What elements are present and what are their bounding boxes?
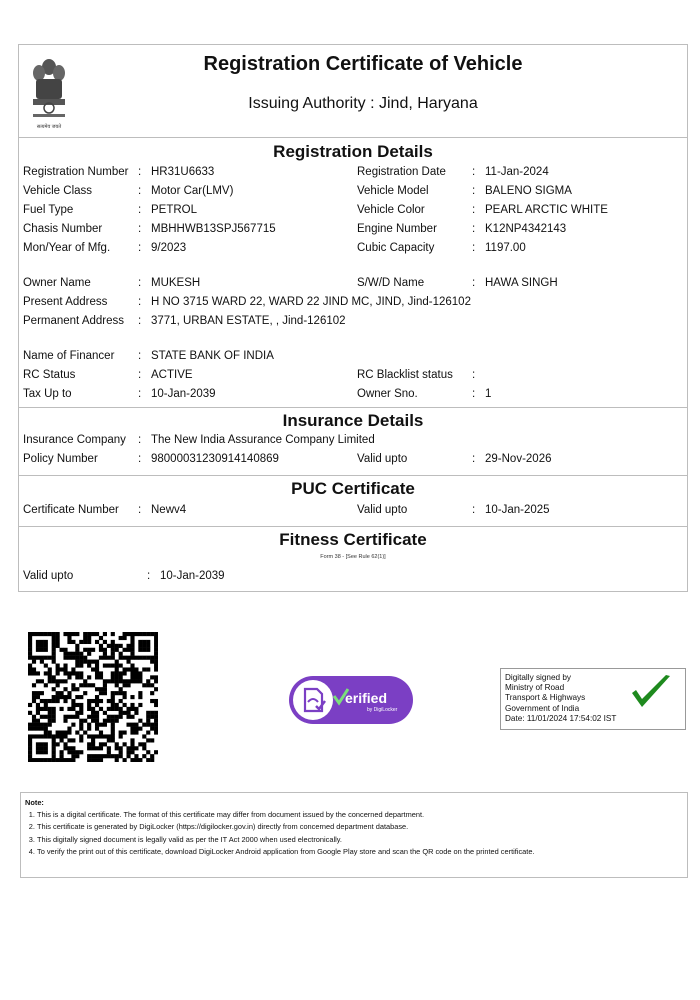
colon: : [138, 296, 142, 308]
field-value: 1197.00 [485, 242, 526, 254]
field-label: Registration Date [357, 166, 446, 178]
field-label: Fuel Type [23, 204, 74, 216]
registration-details-section [19, 138, 687, 407]
detail-row [19, 369, 687, 388]
checkmark-icon [629, 673, 673, 713]
field-label: Present Address [23, 296, 108, 308]
colon: : [138, 223, 142, 235]
certificate-title: Registration Certificate of Vehicle [203, 53, 523, 75]
field-label: Valid upto [23, 570, 74, 582]
note-item: 1. This is a digital certificate. The format of this certificate may differ from document issued by the concerned department. [37, 809, 683, 821]
field-label: Engine Number [357, 223, 437, 235]
registration-certificate [18, 44, 688, 592]
colon: : [472, 504, 476, 516]
field-value: 11-Jan-2024 [485, 166, 549, 178]
rc-status: ACTIVE [151, 369, 193, 381]
field-value: PEARL ARCTIC WHITE [485, 204, 608, 216]
detail-row [19, 296, 687, 315]
detail-row [19, 350, 687, 369]
field-label: RC Blacklist status [357, 369, 453, 381]
field-value: PETROL [151, 204, 198, 216]
field-value: HR31U6633 [151, 166, 215, 178]
field-label: Owner Name [23, 277, 91, 289]
fitness-certificate-section [19, 526, 687, 589]
colon: : [138, 434, 142, 446]
colon: : [472, 166, 476, 178]
colon: : [147, 570, 151, 582]
financer-name: STATE BANK OF INDIA [151, 350, 274, 362]
owner-sno: 1 [485, 388, 492, 400]
detail-row [19, 242, 687, 261]
present-address: H NO 3715 WARD 22, WARD 22 JIND MC, JIND, Jind-126102 [151, 296, 471, 308]
field-label: Vehicle Color [357, 204, 425, 216]
field-value: 9/2023 [151, 242, 187, 254]
colon: : [138, 185, 142, 197]
colon: : [138, 453, 142, 465]
insurance-details-section [19, 407, 687, 475]
colon: : [472, 242, 476, 254]
field-label: Vehicle Class [23, 185, 93, 197]
permanent-address: 3771, URBAN ESTATE, , Jind-126102 [151, 315, 346, 327]
field-value: K12NP4342143 [485, 223, 567, 235]
colon: : [138, 242, 142, 254]
owner-name: MUKESH [151, 277, 201, 289]
colon: : [138, 166, 142, 178]
detail-row [19, 388, 687, 407]
notes-title: Note: [25, 798, 44, 807]
field-label: Policy Number [23, 453, 98, 465]
note-item: 3. This digitally signed document is legally valid as per the IT Act 2000 when used electronically. [37, 834, 683, 846]
field-label: Registration Number [23, 166, 129, 178]
field-label: Vehicle Model [357, 185, 429, 197]
colon: : [472, 185, 476, 197]
detail-row [19, 453, 687, 475]
detail-row [19, 277, 687, 296]
policy-number: 98000031230914140869 [151, 453, 279, 465]
field-label: Valid upto [357, 504, 408, 516]
colon: : [138, 504, 142, 516]
detail-row [19, 223, 687, 242]
colon: : [472, 277, 476, 289]
insurance-details-heading: Insurance Details [282, 411, 424, 430]
detail-row [19, 185, 687, 204]
detail-row [19, 504, 687, 526]
swd-name: HAWA SINGH [485, 277, 558, 289]
field-label: Permanent Address [23, 315, 125, 327]
colon: : [138, 315, 142, 327]
colon: : [472, 369, 476, 381]
note-item: 2. This certificate is generated by DigiLocker (https://digilocker.gov.in) directly from concerned department database. [37, 821, 683, 833]
field-label: Cubic Capacity [357, 242, 435, 254]
form-note: Form 38 - [See Rule 62(1)] [320, 554, 386, 560]
detail-row [19, 570, 687, 589]
field-label: RC Status [23, 369, 76, 381]
verified-doc-icon [293, 680, 333, 720]
registration-details-heading: Registration Details [273, 142, 433, 161]
signature-line: Ministry of Road [505, 683, 565, 693]
note-item: 4. To verify the print out of this certificate, download DigiLocker Android application from Google Play store and scan the QR code on the printed certificate. [37, 846, 683, 858]
detail-row [19, 315, 687, 334]
colon: : [472, 223, 476, 235]
colon: : [472, 204, 476, 216]
fitness-valid-upto: 10-Jan-2039 [160, 570, 225, 582]
colon: : [472, 388, 476, 400]
colon: : [138, 388, 142, 400]
detail-row [19, 204, 687, 223]
field-label: Insurance Company [23, 434, 126, 446]
puc-certificate-number: Newv4 [151, 504, 187, 516]
tax-upto: 10-Jan-2039 [151, 388, 216, 400]
detail-row [19, 166, 687, 185]
notes-list [25, 809, 683, 858]
field-label: Mon/Year of Mfg. [23, 242, 111, 254]
insurance-company: The New India Assurance Company Limited [151, 434, 375, 446]
field-label: S/W/D Name [357, 277, 425, 289]
signature-line: Transport & Highways [505, 693, 586, 703]
digital-signature-box [500, 668, 686, 730]
digilocker-verified-badge [289, 676, 413, 724]
field-value: MBHHWB13SPJ567715 [151, 223, 276, 235]
puc-certificate-section [19, 475, 687, 526]
colon: : [138, 204, 142, 216]
field-value: BALENO SIGMA [485, 185, 572, 197]
certificate-header [19, 45, 687, 138]
field-label: Chasis Number [23, 223, 103, 235]
notes-box [20, 792, 688, 878]
field-label: Valid upto [357, 453, 408, 465]
issuing-authority: Issuing Authority : Jind, Haryana [248, 95, 478, 112]
field-label: Owner Sno. [357, 388, 418, 400]
detail-row [19, 434, 687, 453]
field-value: Motor Car(LMV) [151, 185, 234, 197]
field-label: Name of Financer [23, 350, 115, 362]
qr-code-icon [28, 632, 158, 762]
colon: : [472, 453, 476, 465]
puc-certificate-heading: PUC Certificate [291, 479, 415, 498]
signature-line: Government of India [505, 703, 580, 713]
emblem-motto: सत्यमेव जयते [36, 124, 62, 130]
puc-valid-upto: 10-Jan-2025 [485, 504, 550, 516]
colon: : [138, 350, 142, 362]
signature-line: Digitally signed by [505, 673, 571, 682]
field-label: Certificate Number [23, 504, 119, 516]
colon: : [138, 277, 142, 289]
signature-date: Date: 11/01/2024 17:54:02 IST [505, 713, 617, 723]
fitness-certificate-heading: Fitness Certificate [279, 530, 427, 549]
insurance-valid-upto: 29-Nov-2026 [485, 453, 552, 465]
field-label: Tax Up to [23, 388, 72, 400]
verified-subtext: by DigiLocker [367, 707, 398, 713]
verified-text: erified [345, 690, 388, 706]
colon: : [138, 369, 142, 381]
